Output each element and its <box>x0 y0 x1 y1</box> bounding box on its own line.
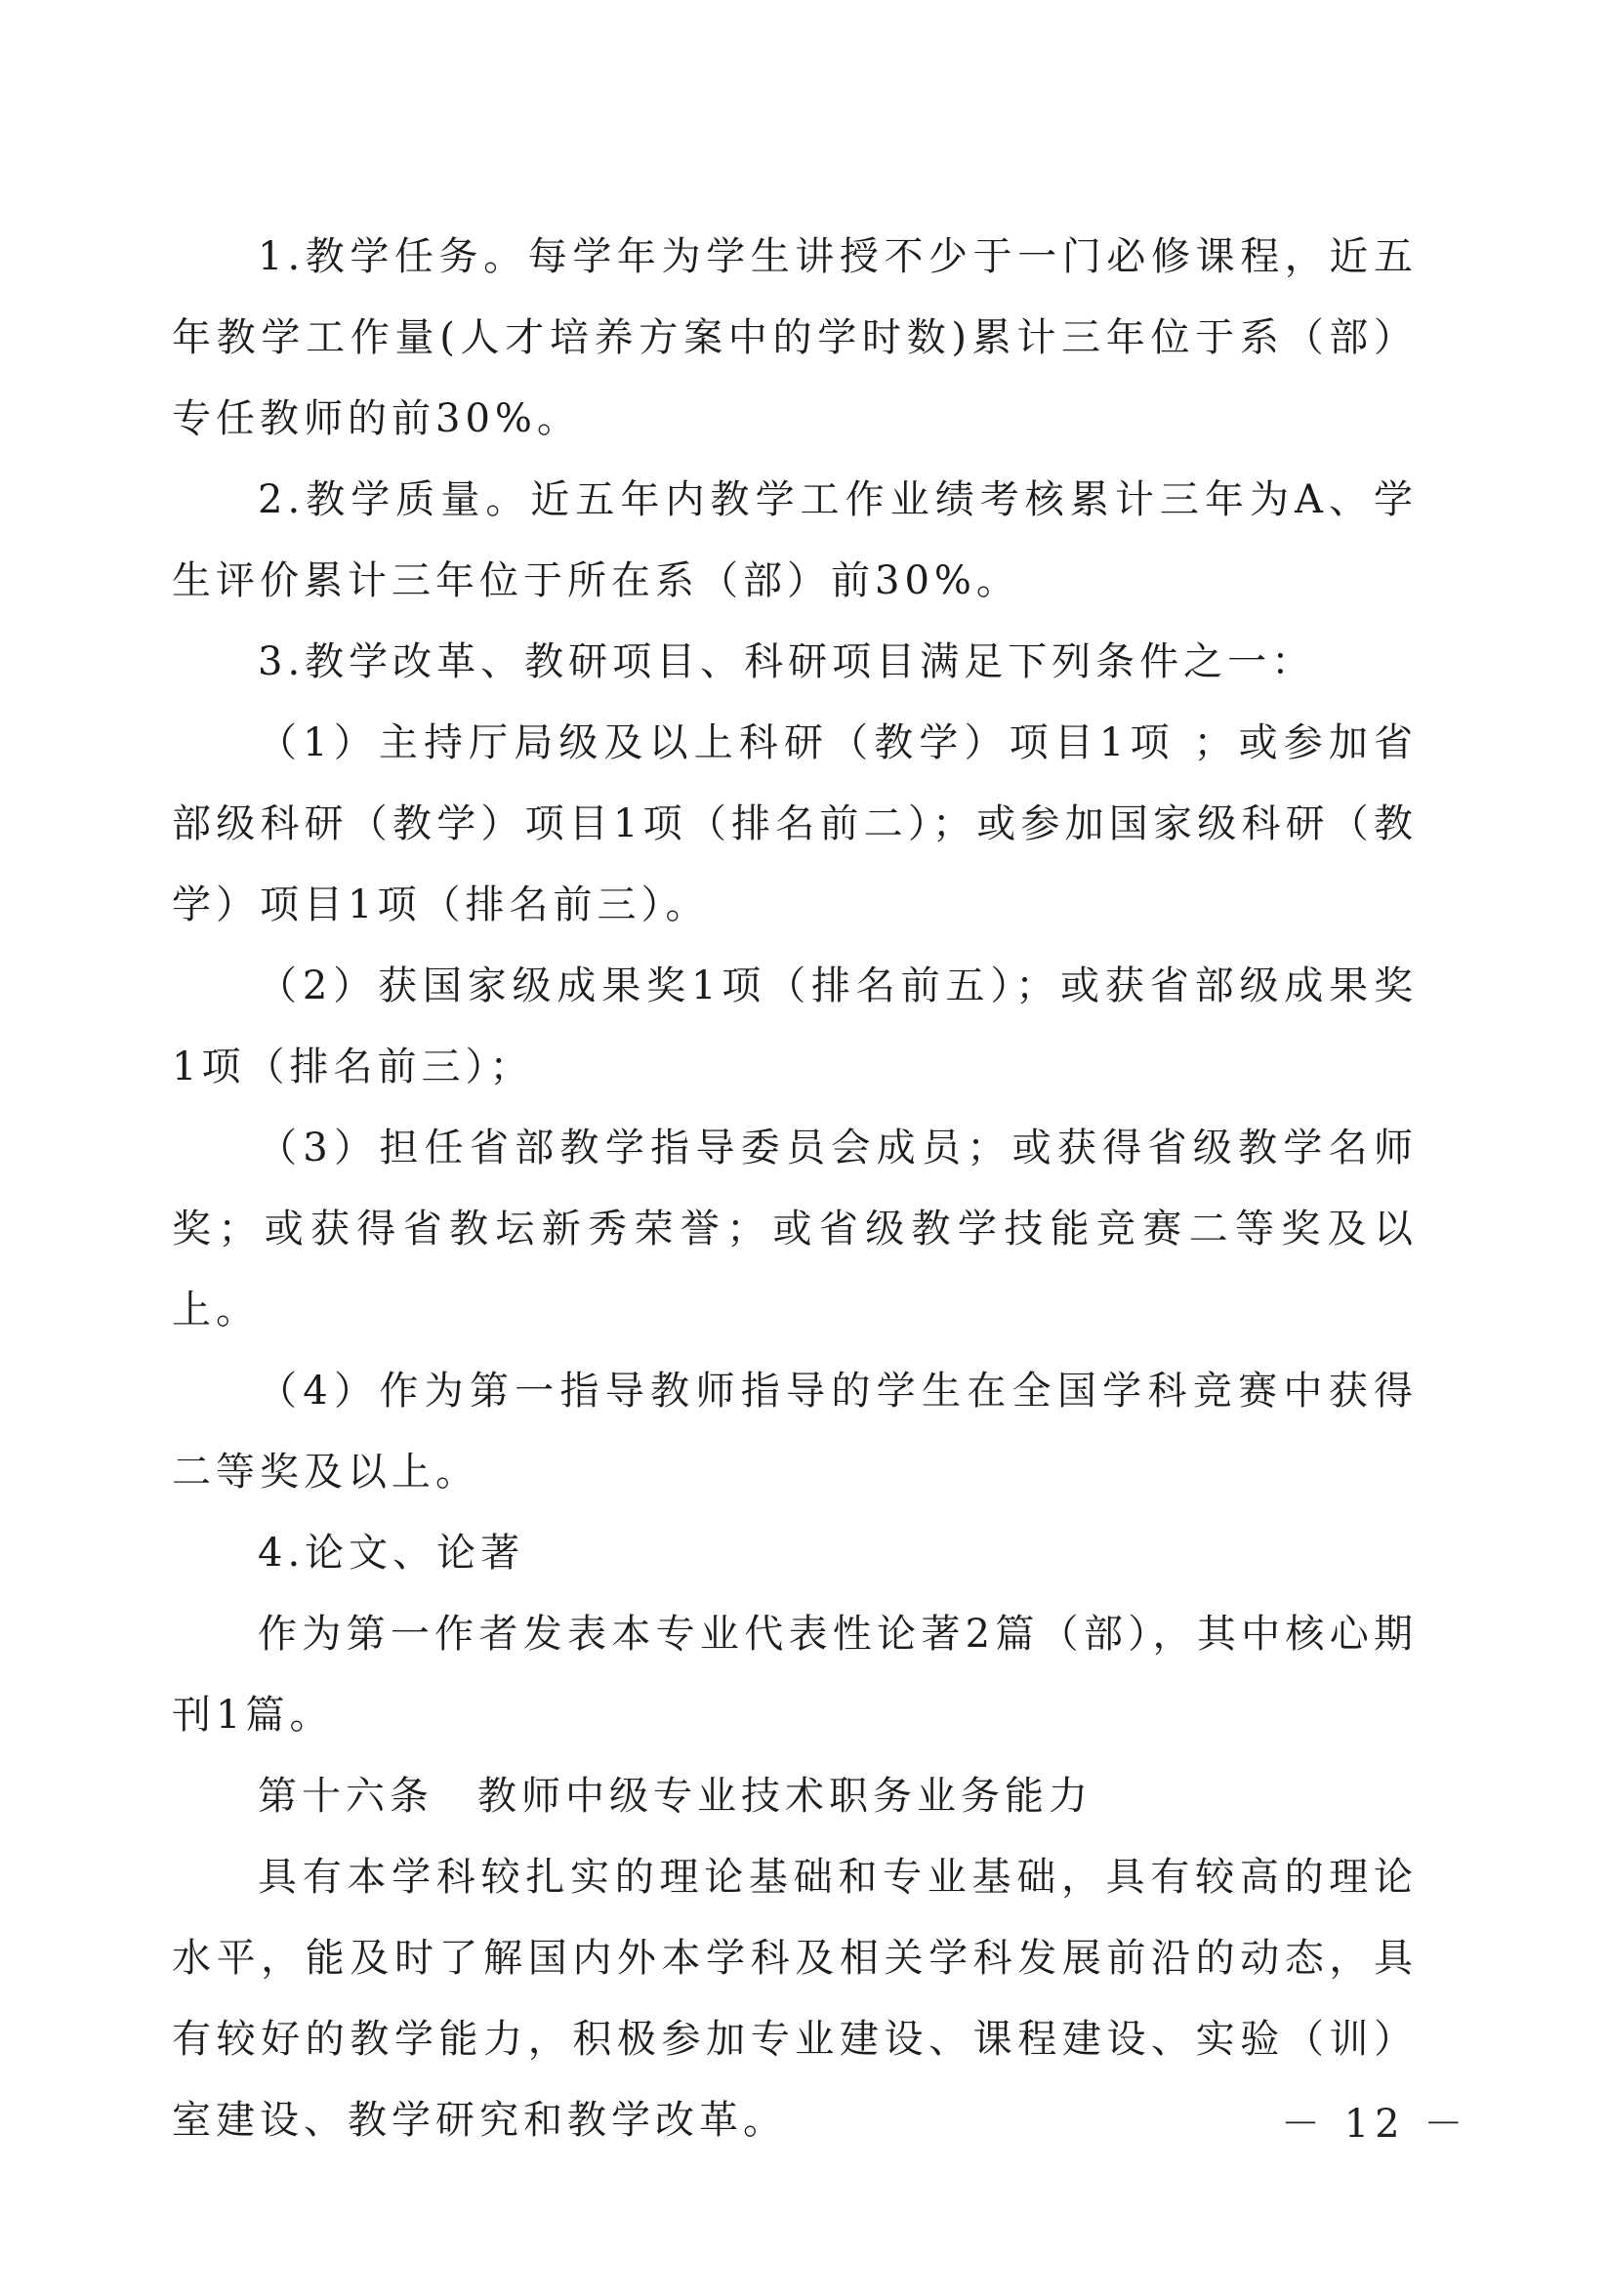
paragraph-intermediate-ability: 具有本学科较扎实的理论基础和专业基础，具有较高的理论水平，能及时了解国内外本学科及相关学科发展前沿的动态，具有较好的教学能力，积极参加专业建设、课程建设、实验（训）室建设、教学研究和教学改革。 <box>172 1855 1418 2143</box>
paragraph-papers-heading: 4.论文、论著 <box>258 1531 525 1576</box>
paragraph-teaching-task: 1.教学任务。每学年为学生讲授不少于一门必修课程，近五年教学工作量(人才培养方案中的学时数)累计三年位于系（部）专任教师的前30%。 <box>172 234 1418 441</box>
paragraph-condition-3: （3）担任省部教学指导委员会成员；或获得省级教学名师奖；或获得省教坛新秀荣誉；或省级教学技能竞赛二等奖及以上。 <box>172 1126 1418 1332</box>
paragraph-condition-4: （4）作为第一指导教师指导的学生在全国学科竞赛中获得二等奖及以上。 <box>172 1369 1418 1495</box>
paragraph-teaching-quality: 2.教学质量。近五年内教学工作业绩考核累计三年为A、学生评价累计三年位于所在系（部）前30%。 <box>172 477 1418 603</box>
paragraph-condition-2: （2）获国家级成果奖1项（排名前五）；或获省部级成果奖1项（排名前三）； <box>172 964 1418 1089</box>
article-heading: 第十六条 教师中级专业技术职务业务能力 <box>258 1774 1093 1819</box>
paragraph-papers-requirement: 作为第一作者发表本专业代表性论著2篇（部），其中核心期刊1篇。 <box>172 1612 1418 1738</box>
page-number: － 12 － <box>1281 2102 1469 2147</box>
paragraph-condition-1: （1）主持厅局级及以上科研（教学）项目1项 ；或参加省部级科研（教学）项目1项（排名前二）；或参加国家级科研（教学）项目1项（排名前三）。 <box>172 720 1418 927</box>
document-body <box>172 217 1418 2161</box>
paragraph-reform-conditions: 3.教学改革、教研项目、科研项目满足下列条件之一： <box>258 639 1316 684</box>
